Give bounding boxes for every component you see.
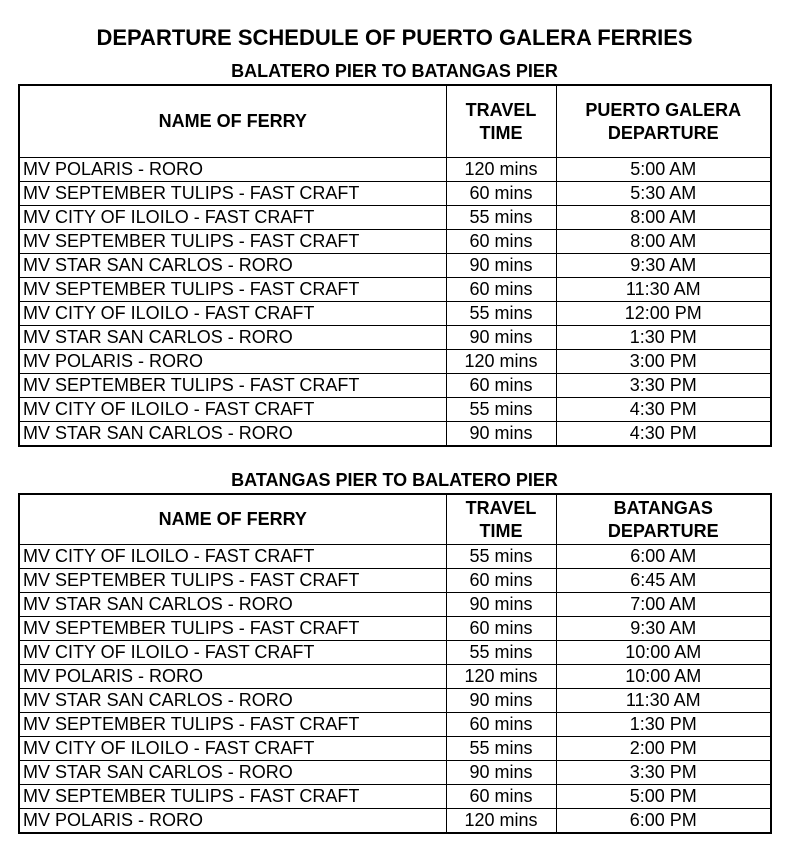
travel-time-cell: 55 mins [446,737,556,761]
departure-time-cell: 12:00 PM [556,302,771,326]
column-header-travel-time [446,494,556,545]
table-row [19,665,771,689]
column-header-label: NAME OF FERRY [158,509,307,529]
table-row [19,350,771,374]
travel-time-cell: 90 mins [446,326,556,350]
departure-time-cell: 1:30 PM [556,326,771,350]
departure-time-cell: 10:00 AM [556,641,771,665]
table-row [19,398,771,422]
ferry-name-cell: MV POLARIS - RORO [19,809,446,834]
travel-time-cell: 60 mins [446,278,556,302]
ferry-name-cell: MV SEPTEMBER TULIPS - FAST CRAFT [19,785,446,809]
ferry-name-cell: MV POLARIS - RORO [19,665,446,689]
travel-time-cell: 120 mins [446,350,556,374]
column-header-label: TIME [479,520,523,541]
departure-time-cell: 7:00 AM [556,593,771,617]
column-header-label: PUERTO GALERA [585,99,742,120]
departure-time-cell: 2:00 PM [556,737,771,761]
ferry-name-cell: MV STAR SAN CARLOS - RORO [19,254,446,278]
table-row [19,737,771,761]
table-row [19,569,771,593]
departure-time-cell: 5:00 AM [556,158,771,182]
table-row [19,545,771,569]
table-row [19,158,771,182]
travel-time-cell: 60 mins [446,374,556,398]
table-row [19,206,771,230]
departure-time-cell: 8:00 AM [556,230,771,254]
travel-time-cell: 120 mins [446,665,556,689]
departure-time-cell: 6:00 AM [556,545,771,569]
table-row [19,254,771,278]
table-row [19,326,771,350]
travel-time-cell: 55 mins [446,398,556,422]
column-header-label: DEPARTURE [607,520,719,541]
ferry-name-cell: MV STAR SAN CARLOS - RORO [19,761,446,785]
ferry-name-cell: MV STAR SAN CARLOS - RORO [19,326,446,350]
travel-time-cell: 90 mins [446,593,556,617]
departure-time-cell: 9:30 AM [556,254,771,278]
travel-time-cell: 60 mins [446,569,556,593]
schedule-table-balatero-to-batangas [18,84,772,447]
ferry-name-cell: MV SEPTEMBER TULIPS - FAST CRAFT [19,713,446,737]
table-row [19,809,771,834]
departure-time-cell: 3:30 PM [556,374,771,398]
departure-time-cell: 6:00 PM [556,809,771,834]
departure-time-cell: 6:45 AM [556,569,771,593]
departure-time-cell: 4:30 PM [556,422,771,447]
table-header-row [19,494,771,545]
travel-time-cell: 55 mins [446,206,556,230]
ferry-name-cell: MV SEPTEMBER TULIPS - FAST CRAFT [19,374,446,398]
travel-time-cell: 90 mins [446,422,556,447]
table-body [19,545,771,834]
travel-time-cell: 55 mins [446,641,556,665]
table-row [19,761,771,785]
column-header-ferry-name [19,85,446,158]
departure-time-cell: 10:00 AM [556,665,771,689]
ferry-name-cell: MV POLARIS - RORO [19,158,446,182]
departure-time-cell: 3:30 PM [556,761,771,785]
ferry-name-cell: MV STAR SAN CARLOS - RORO [19,689,446,713]
travel-time-cell: 60 mins [446,713,556,737]
table-row [19,593,771,617]
travel-time-cell: 90 mins [446,689,556,713]
ferry-name-cell: MV CITY OF ILOILO - FAST CRAFT [19,302,446,326]
travel-time-cell: 120 mins [446,809,556,834]
ferry-name-cell: MV STAR SAN CARLOS - RORO [19,593,446,617]
section-title-balatero-to-batangas: BALATERO PIER TO BATANGAS PIER [231,61,558,81]
table-row [19,689,771,713]
table-row [19,230,771,254]
ferry-name-cell: MV CITY OF ILOILO - FAST CRAFT [19,737,446,761]
table-row [19,713,771,737]
section-title-batangas-to-balatero: BATANGAS PIER TO BALATERO PIER [231,470,558,490]
departure-time-cell: 11:30 AM [556,278,771,302]
column-header-travel-time [446,85,556,158]
ferry-name-cell: MV SEPTEMBER TULIPS - FAST CRAFT [19,617,446,641]
column-header-label: TIME [479,122,523,143]
ferry-name-cell: MV CITY OF ILOILO - FAST CRAFT [19,206,446,230]
departure-time-cell: 11:30 AM [556,689,771,713]
table-row [19,422,771,447]
travel-time-cell: 55 mins [446,302,556,326]
travel-time-cell: 60 mins [446,182,556,206]
table-row [19,302,771,326]
column-header-label: NAME OF FERRY [158,111,307,131]
ferry-name-cell: MV SEPTEMBER TULIPS - FAST CRAFT [19,230,446,254]
column-header-label: BATANGAS [613,497,713,518]
travel-time-cell: 55 mins [446,545,556,569]
table-row [19,182,771,206]
travel-time-cell: 90 mins [446,761,556,785]
ferry-name-cell: MV CITY OF ILOILO - FAST CRAFT [19,641,446,665]
travel-time-cell: 60 mins [446,230,556,254]
column-header-departure [556,85,771,158]
page-title: DEPARTURE SCHEDULE OF PUERTO GALERA FERRIES [96,25,693,50]
ferry-name-cell: MV POLARIS - RORO [19,350,446,374]
column-header-label: TRAVEL [465,497,537,518]
departure-time-cell: 5:00 PM [556,785,771,809]
column-header-label: TRAVEL [465,99,537,120]
travel-time-cell: 120 mins [446,158,556,182]
column-header-ferry-name [19,494,446,545]
ferry-name-cell: MV SEPTEMBER TULIPS - FAST CRAFT [19,182,446,206]
table-body [19,158,771,447]
ferry-name-cell: MV SEPTEMBER TULIPS - FAST CRAFT [19,569,446,593]
table-row [19,641,771,665]
ferry-name-cell: MV SEPTEMBER TULIPS - FAST CRAFT [19,278,446,302]
ferry-name-cell: MV CITY OF ILOILO - FAST CRAFT [19,545,446,569]
travel-time-cell: 60 mins [446,617,556,641]
departure-time-cell: 4:30 PM [556,398,771,422]
ferry-name-cell: MV CITY OF ILOILO - FAST CRAFT [19,398,446,422]
table-row [19,278,771,302]
table-header-row [19,85,771,158]
departure-time-cell: 3:00 PM [556,350,771,374]
departure-time-cell: 5:30 AM [556,182,771,206]
schedule-table-batangas-to-balatero [18,493,772,834]
departure-time-cell: 1:30 PM [556,713,771,737]
travel-time-cell: 90 mins [446,254,556,278]
ferry-name-cell: MV STAR SAN CARLOS - RORO [19,422,446,447]
departure-time-cell: 8:00 AM [556,206,771,230]
column-header-label: DEPARTURE [607,122,719,143]
travel-time-cell: 60 mins [446,785,556,809]
departure-time-cell: 9:30 AM [556,617,771,641]
table-row [19,617,771,641]
table-row [19,785,771,809]
table-row [19,374,771,398]
column-header-departure [556,494,771,545]
